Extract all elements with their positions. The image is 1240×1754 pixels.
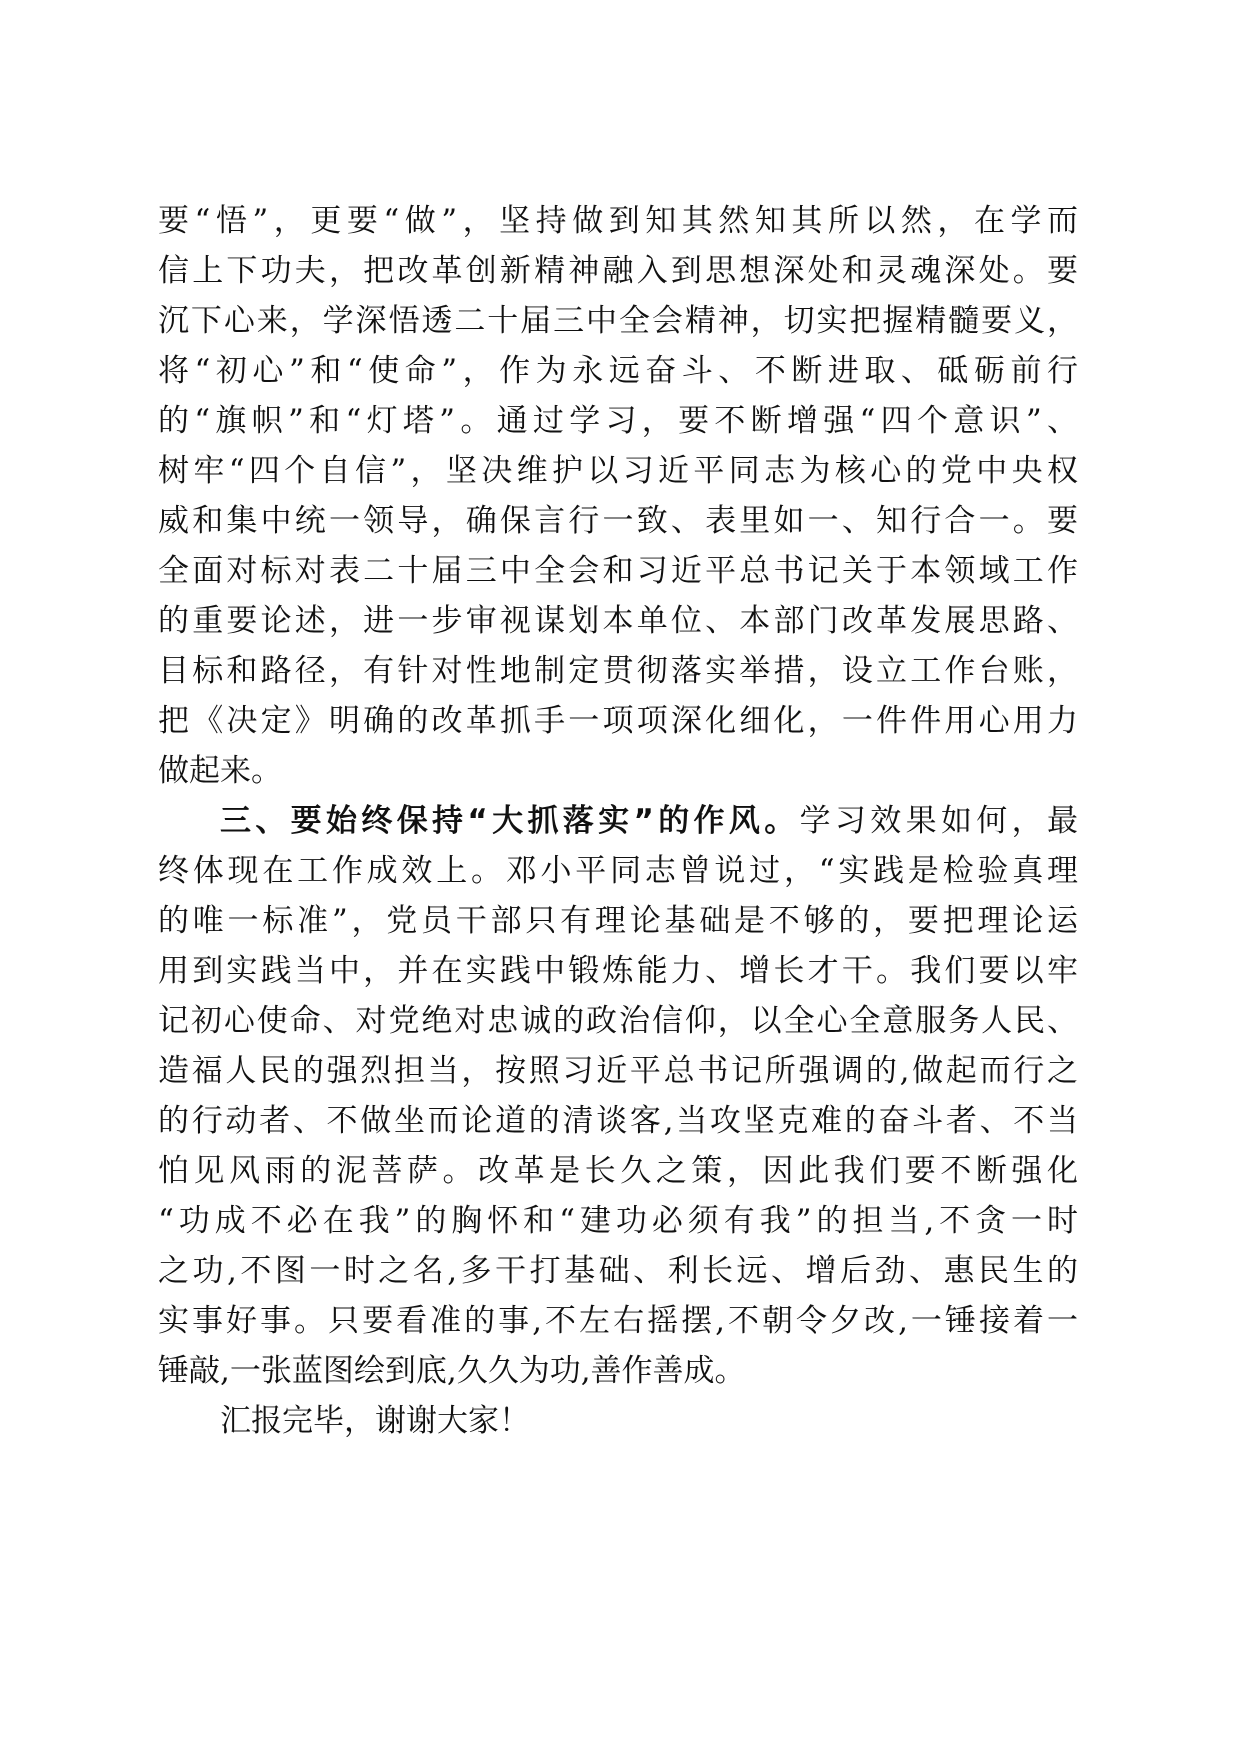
text-line: 实事好事。只要看准的事,不左右摇摆,不朝令夕改,一锤接着一	[158, 1303, 1078, 1339]
text-line: 用到实践当中，并在实践中锻炼能力、增长才干。我们要以牢	[158, 953, 1078, 989]
heading-line-rest: 学习效果如何，最	[799, 803, 1078, 839]
text-line: 将“初心”和“使命”，作为永远奋斗、不断进取、砥砺前行	[158, 353, 1078, 389]
text-line: 的重要论述，进一步审视谋划本单位、本部门改革发展思路、	[158, 603, 1078, 639]
text-line: 把《决定》明确的改革抓手一项项深化细化，一件件用心用力	[158, 703, 1078, 739]
text-line: 之功,不图一时之名,多干打基础、利长远、增后劲、惠民生的	[158, 1253, 1078, 1289]
text-line: 树牢“四个自信”，坚决维护以习近平同志为核心的党中央权	[158, 453, 1078, 489]
text-line: “功成不必在我”的胸怀和“建功必须有我”的担当,不贪一时	[158, 1203, 1078, 1239]
document-body	[158, 196, 1078, 1446]
text-line: 造福人民的强烈担当，按照习近平总书记所强调的,做起而行之	[158, 1053, 1078, 1089]
text-line: 全面对标对表二十届三中全会和习近平总书记关于本领域工作	[158, 553, 1078, 589]
text-line: 怕见风雨的泥菩萨。改革是长久之策，因此我们要不断强化	[158, 1153, 1078, 1189]
section-heading-line	[158, 796, 1078, 846]
text-line: 的唯一标准”，党员干部只有理论基础是不够的，要把理论运	[158, 903, 1078, 939]
closing-remark: 汇报完毕，谢谢大家！	[220, 1403, 530, 1439]
text-line: 目标和路径，有针对性地制定贯彻落实举措，设立工作台账，	[158, 653, 1078, 689]
text-line: 记初心使命、对党绝对忠诚的政治信仰，以全心全意服务人民、	[158, 1003, 1078, 1039]
text-line: 威和集中统一领导，确保言行一致、表里如一、知行合一。要	[158, 503, 1078, 539]
text-line: 沉下心来，学深悟透二十届三中全会精神，切实把握精髓要义，	[158, 303, 1078, 339]
section-heading: 三、要始终保持“大抓落实”的作风。	[220, 803, 800, 839]
text-line: 的行动者、不做坐而论道的清谈客,当攻坚克难的奋斗者、不当	[158, 1103, 1078, 1139]
text-line: 终体现在工作成效上。邓小平同志曾说过，“实践是检验真理	[158, 853, 1078, 889]
paragraph-1	[158, 196, 1078, 796]
paragraph-2	[158, 796, 1078, 1396]
text-line: 锤敲,一张蓝图绘到底,久久为功,善作善成。	[158, 1353, 746, 1389]
text-line: 的“旗帜”和“灯塔”。通过学习，要不断增强“四个意识”、	[158, 403, 1078, 439]
text-line: 信上下功夫，把改革创新精神融入到思想深处和灵魂深处。要	[158, 253, 1078, 289]
text-line: 做起来。	[158, 753, 282, 789]
text-line: 要“悟”，更要“做”，坚持做到知其然知其所以然，在学而	[158, 203, 1078, 239]
